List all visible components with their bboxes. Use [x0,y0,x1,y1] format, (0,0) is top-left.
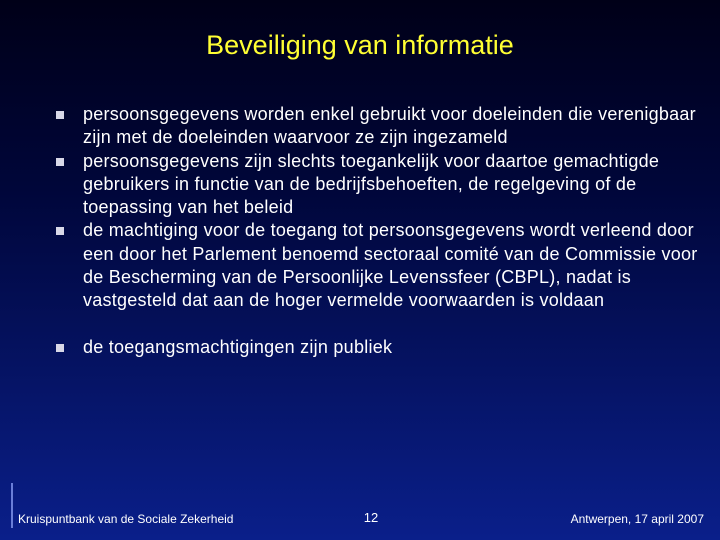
bullet-list [56,103,706,359]
bullet-text: de machtiging voor de toegang tot persoonsgegevens wordt verleend door een door het Parlement benoemd sectoraal comité van de Commissie voor de Bescherming van de Persoonlijke Levenssfeer (CBPL), nadat is vastgesteld dat aan de hoger vermelde voorwaarden is voldaan [83,220,698,311]
square-bullet-icon [56,111,64,119]
bullet-item [56,219,706,336]
square-bullet-icon [56,227,64,235]
bullet-item [56,150,706,220]
bullet-text: persoonsgegevens zijn slechts toegankelijk voor daartoe gemachtigde gebruikers in functie van de bedrijfsbehoeften, de regelgeving of de toepassing van het beleid [83,150,660,218]
footer-place-date: Antwerpen, 17 april 2007 [570,512,704,526]
slide-title: Beveiliging van informatie [206,30,514,60]
square-bullet-icon [56,158,64,166]
bullet-item [56,103,706,150]
page-number: 12 [363,510,379,525]
bullet-item [56,336,706,359]
bullet-text: de toegangsmachtigingen zijn publiek [83,336,393,357]
footer-accent-bar [11,483,13,528]
square-bullet-icon [56,344,64,352]
bullet-text: persoonsgegevens worden enkel gebruikt voor doeleinden die verenigbaar zijn met de doeleinden waarvoor ze zijn ingezameld [83,104,696,148]
footer-organization: Kruispuntbank van de Sociale Zekerheid [18,512,234,526]
